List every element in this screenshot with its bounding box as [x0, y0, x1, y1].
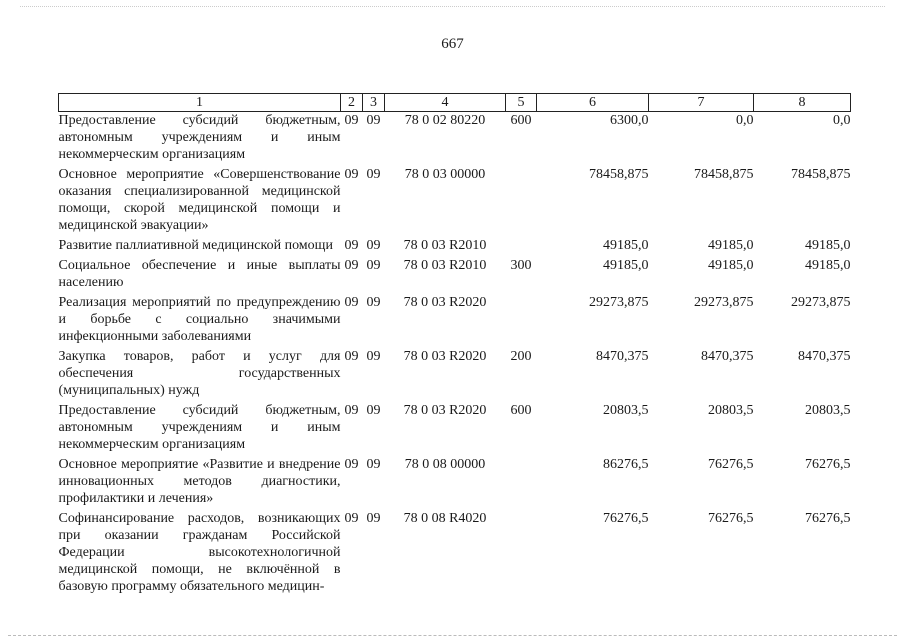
- table-row: [59, 510, 851, 598]
- row-expense-type: [506, 456, 537, 510]
- row-subsection: 09: [366, 167, 381, 182]
- budget-table: [58, 93, 851, 598]
- row-expense-type: 600: [510, 113, 532, 128]
- row-subsection: 09: [366, 113, 381, 128]
- row-sum-col8: 76276,5: [805, 511, 851, 526]
- row-expense-type: [506, 166, 537, 237]
- table-row: [59, 112, 851, 167]
- row-name: Развитие паллиативной медицинской помощи: [58, 238, 333, 253]
- row-subsection: 09: [366, 349, 381, 364]
- header-cell-1: 1: [59, 94, 341, 112]
- table-row: [59, 166, 851, 237]
- scan-top-edge: [20, 6, 885, 7]
- row-sum-col6: 20803,5: [603, 403, 649, 418]
- row-sum-col7: 20803,5: [708, 403, 754, 418]
- row-section: 09: [344, 349, 359, 364]
- row-sum-col6: 86276,5: [603, 457, 649, 472]
- row-name: Закупка товаров, работ и услуг для обеспечения государственных (муниципальных) нужд: [58, 349, 341, 398]
- row-subsection: 09: [366, 457, 381, 472]
- row-name: Социальное обеспечение и иные выплаты населению: [58, 258, 341, 290]
- row-section: 09: [344, 258, 359, 273]
- row-sum-col7: 49185,0: [708, 258, 754, 273]
- row-subsection: 09: [366, 511, 381, 526]
- row-sum-col7: 29273,875: [694, 295, 754, 310]
- scan-bottom-edge: [8, 635, 897, 636]
- header-cell-3: 3: [363, 94, 385, 112]
- row-section: 09: [344, 457, 359, 472]
- row-sum-col7: 8470,375: [701, 349, 754, 364]
- row-sum-col6: 29273,875: [589, 295, 649, 310]
- row-section: 09: [344, 511, 359, 526]
- row-sum-col8: 20803,5: [805, 403, 851, 418]
- row-subsection: 09: [366, 238, 381, 253]
- row-sum-col8: 76276,5: [805, 457, 851, 472]
- table-row: [59, 402, 851, 456]
- row-expense-type: [506, 510, 537, 598]
- row-section: 09: [344, 238, 359, 253]
- row-target-article: 78 0 03 R2010: [403, 258, 487, 273]
- table-row: [59, 456, 851, 510]
- row-sum-col8: 8470,375: [798, 349, 851, 364]
- row-expense-type: [506, 294, 537, 348]
- row-target-article: 78 0 03 R2020: [403, 295, 487, 310]
- header-cell-7: 7: [649, 94, 754, 112]
- row-target-article: 78 0 03 R2020: [403, 349, 487, 364]
- row-sum-col6: 6300,0: [610, 113, 649, 128]
- table-row: [59, 294, 851, 348]
- row-target-article: 78 0 08 00000: [404, 457, 486, 472]
- row-target-article: 78 0 03 00000: [404, 167, 486, 182]
- page-number: 667: [441, 36, 464, 52]
- row-section: 09: [344, 403, 359, 418]
- row-name: Софинансирование расходов, возникающих при оказании гражданам Российской Федерации высокотехнологичной медицинской помощи, не включённой в базовую программу обязательного медицин-: [58, 511, 341, 594]
- row-expense-type: 600: [510, 403, 532, 418]
- row-name: Основное мероприятие «Развитие и внедрение инновационных методов диагностики, профилактики и лечения»: [58, 457, 341, 506]
- row-section: 09: [344, 295, 359, 310]
- row-name: Предоставление субсидий бюджетным, автономным учреждениям и иным некоммерческим организациям: [58, 403, 341, 452]
- header-cell-8: 8: [754, 94, 851, 112]
- header-cell-6: 6: [537, 94, 649, 112]
- row-target-article: 78 0 03 R2020: [403, 403, 487, 418]
- row-subsection: 09: [366, 258, 381, 273]
- row-target-article: 78 0 08 R4020: [403, 511, 487, 526]
- row-sum-col7: 49185,0: [708, 238, 754, 253]
- header-row: [59, 94, 851, 112]
- header-cell-2: 2: [341, 94, 363, 112]
- row-name: Реализация мероприятий по предупреждению и борьбе с социально значимыми инфекционными заболеваниями: [58, 295, 341, 344]
- row-sum-col6: 49185,0: [603, 238, 649, 253]
- row-sum-col8: 29273,875: [791, 295, 851, 310]
- row-sum-col8: 49185,0: [805, 238, 851, 253]
- table-row: [59, 348, 851, 402]
- row-expense-type: [506, 237, 537, 257]
- row-sum-col7: 78458,875: [694, 167, 754, 182]
- row-section: 09: [344, 167, 359, 182]
- row-sum-col7: 0,0: [736, 113, 754, 128]
- row-subsection: 09: [366, 403, 381, 418]
- row-subsection: 09: [366, 295, 381, 310]
- table-row: [59, 237, 851, 257]
- header-cell-5: 5: [506, 94, 537, 112]
- row-expense-type: 300: [510, 258, 532, 273]
- row-sum-col8: 49185,0: [805, 258, 851, 273]
- row-target-article: 78 0 03 R2010: [403, 238, 487, 253]
- row-expense-type: 200: [510, 349, 532, 364]
- row-sum-col6: 8470,375: [596, 349, 649, 364]
- row-sum-col6: 76276,5: [603, 511, 649, 526]
- row-sum-col7: 76276,5: [708, 511, 754, 526]
- header-cell-4: 4: [385, 94, 506, 112]
- table-row: [59, 257, 851, 294]
- row-sum-col6: 49185,0: [603, 258, 649, 273]
- row-sum-col7: 76276,5: [708, 457, 754, 472]
- row-sum-col8: 0,0: [833, 113, 851, 128]
- row-target-article: 78 0 02 80220: [404, 113, 486, 128]
- row-name: Предоставление субсидий бюджетным, автономным учреждениям и иным некоммерческим организациям: [58, 113, 341, 162]
- row-sum-col6: 78458,875: [589, 167, 649, 182]
- row-name: Основное мероприятие «Совершенствование оказания специализированной медицинской помощи, скорой медицинской помощи и медицинской эвакуации»: [58, 167, 341, 233]
- row-section: 09: [344, 113, 359, 128]
- row-sum-col8: 78458,875: [791, 167, 851, 182]
